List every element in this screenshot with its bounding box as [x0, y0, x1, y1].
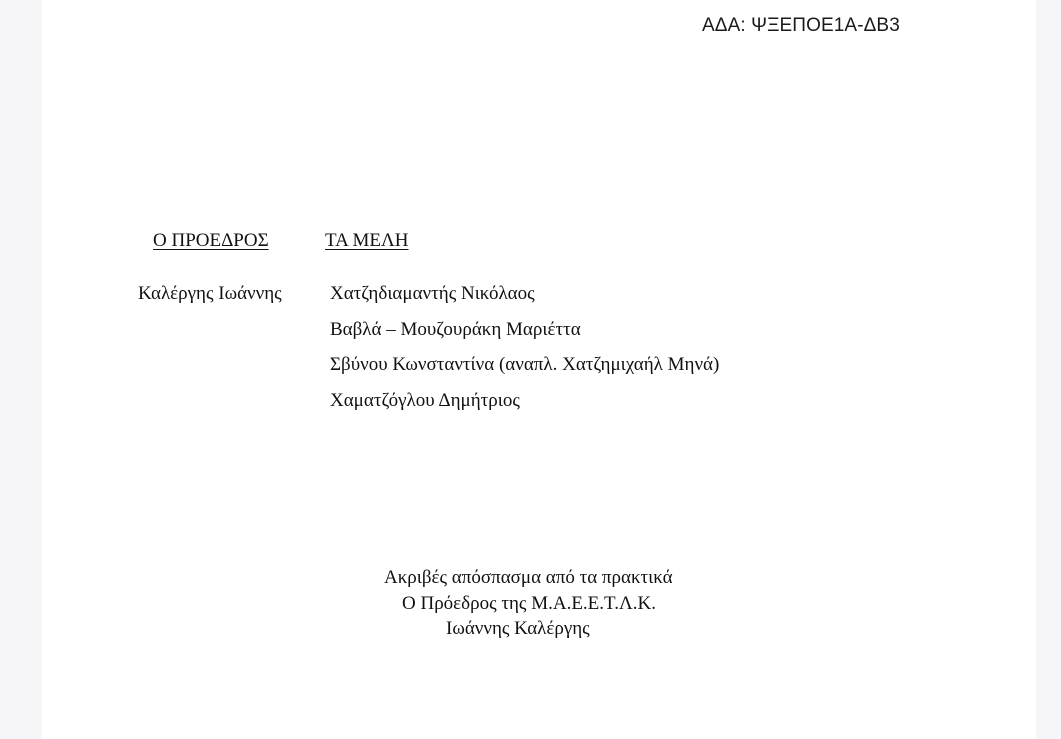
member-name: Σβύνου Κωνσταντίνα (αναπλ. Χατζημιχαήλ Μηνά) — [330, 354, 720, 375]
document-page — [42, 0, 1036, 739]
closing-line-excerpt: Ακριβές απόσπασμα από τα πρακτικά — [384, 567, 673, 588]
member-name: Βαβλά – Μουζουράκη Μαριέττα — [330, 318, 581, 340]
president-heading: Ο ΠΡΟΕΔΡΟΣ — [153, 230, 269, 251]
member-name: Χαματζόγλου Δημήτριος — [330, 389, 520, 411]
closing-line-president-name: Ιωάννης Καλέργης — [446, 618, 590, 639]
closing-line-president-title: Ο Πρόεδρος της Μ.Α.Ε.Ε.Τ.Λ.Κ. — [402, 593, 656, 614]
ada-code: ΑΔΑ: ΨΞΕΠΟΕ1Α-ΔΒ3 — [702, 15, 900, 36]
members-heading: ΤΑ ΜΕΛΗ — [325, 230, 409, 251]
member-name: Χατζηδιαμαντής Νικόλαος — [330, 283, 535, 304]
president-name: Καλέργης Ιωάννης — [138, 283, 282, 304]
members-list — [330, 283, 719, 425]
